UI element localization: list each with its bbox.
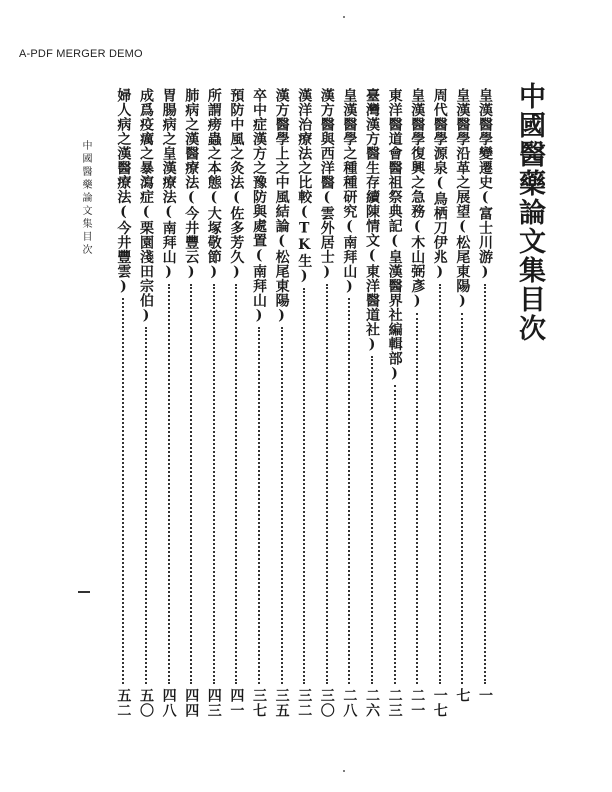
- toc-entry-page: 二六: [364, 688, 380, 718]
- toc-leader-dots: [484, 284, 486, 685]
- toc-leader-dots: [371, 356, 373, 684]
- watermark: A-PDF MERGER DEMO: [19, 48, 143, 60]
- toc-leader-dots: [303, 288, 305, 685]
- toc-entry-title: 東洋醫道會醫祖祭典記(皇漢醫界社編輯部): [386, 88, 403, 382]
- toc-leader-dots: [190, 284, 192, 685]
- toc-entry-page: 七: [454, 688, 471, 703]
- toc-entry-page: 三七: [251, 688, 267, 718]
- toc-leader-dots: [145, 327, 147, 684]
- toc-leader-dots: [258, 327, 260, 684]
- toc-entry-page: 三二: [296, 688, 313, 718]
- toc-leader-dots: [122, 298, 124, 684]
- toc-entry-title: 肺病之漢醫療法(今井豐云): [183, 88, 200, 281]
- toc-entry-page: 二三: [386, 688, 403, 718]
- toc-entry-page: 四四: [183, 688, 200, 718]
- toc-leader-dots: [416, 313, 418, 685]
- page-title: 中國醫藥論文集目次: [514, 82, 545, 343]
- toc-leader-dots: [326, 284, 328, 685]
- toc-entry-page: 三五: [273, 688, 290, 718]
- toc-entry-title: 漢洋治療法之比較(TK生): [296, 88, 313, 285]
- toc-entry-title: 成爲疫癘之暴瀉症(栗園淺田宗伯): [138, 88, 154, 324]
- toc-leader-dots: [394, 385, 396, 684]
- toc-entry-title: 卒中症漢方之豫防與處置(南拜山): [251, 88, 267, 324]
- toc-entry-page: 二八: [341, 688, 358, 718]
- running-head: 中國醫藥論文集目次: [80, 140, 91, 257]
- toc-leader-dots: [235, 284, 237, 685]
- toc-entry-title: 臺灣漢方醫生存續陳情文(東洋醫道社): [364, 88, 380, 353]
- toc-entry-page: 二一: [409, 688, 426, 718]
- toc-leader-dots: [168, 284, 170, 685]
- toc-leader-dots: [348, 298, 350, 684]
- scan-speck: [343, 770, 345, 772]
- toc-entry-page: 五二: [115, 688, 132, 718]
- toc-entry-page: 四一: [228, 688, 245, 718]
- toc-entry-title: 皇漢醫學沿革之展望(松尾東陽): [454, 88, 471, 310]
- toc-entry-title: 皇漢醫學復興之急務(木山弼彥): [409, 88, 426, 310]
- toc-entry-title: 婦人病之漢醫療法(今井豐雲): [115, 88, 132, 295]
- toc-entry-title: 胃腸病之皇漢療法(南拜山): [160, 88, 177, 281]
- toc-leader-dots: [213, 284, 215, 685]
- toc-entry-title: 漢方醫與西洋醫(雲外居士): [318, 88, 335, 281]
- toc-entry-page: 一七: [431, 688, 448, 718]
- margin-mark: [78, 591, 90, 593]
- toc-entry-title: 漢方醫學上之中風結論(松尾東陽): [273, 88, 290, 324]
- toc-entry-page: 四三: [205, 688, 222, 718]
- toc-entry-page: 五〇: [138, 688, 154, 718]
- toc-entry-title: 皇漢醫學變遷史(富士川游): [477, 88, 493, 281]
- scan-speck: [343, 16, 345, 18]
- toc-entry-title: 預防中風之灸法(佐多芳久): [228, 88, 245, 281]
- toc-entry-page: 三〇: [318, 688, 335, 718]
- toc-leader-dots: [461, 313, 463, 685]
- toc-entry-page: 一: [477, 688, 493, 703]
- toc-leader-dots: [281, 327, 283, 684]
- toc-entry-page: 四八: [160, 688, 177, 718]
- toc-entry-title: 周代醫學源泉(鳥栖刀伊兆): [431, 88, 448, 281]
- toc-entry-title: 皇漢醫學之種種研究(南拜山): [341, 88, 358, 295]
- toc-entry-title: 所謂痨蟲之本態(大塚敬節): [205, 88, 222, 281]
- toc-leader-dots: [439, 284, 441, 685]
